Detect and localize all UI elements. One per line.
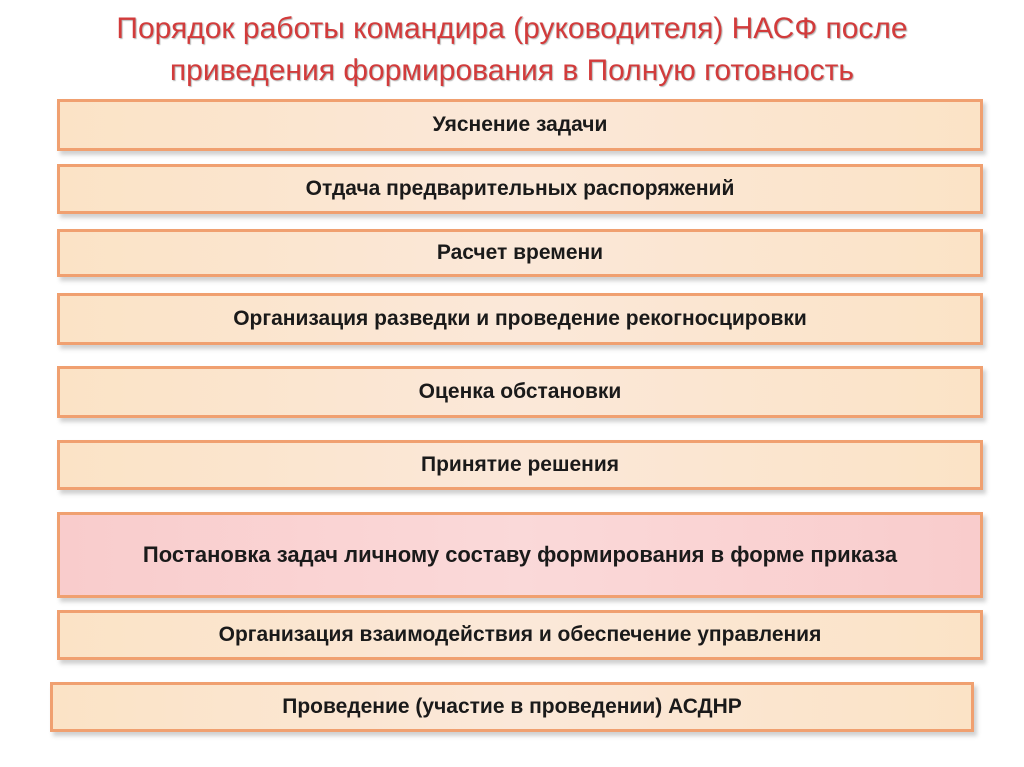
step-box-situation-assessment: Оценка обстановки [57, 366, 983, 418]
page-title [0, 8, 1024, 92]
title-line-1: Порядок работы командира (руководителя) НАСФ после [116, 12, 908, 45]
step-box-interaction-control: Организация взаимодействия и обеспечение управления [57, 610, 983, 660]
step-box-time-calculation: Расчет времени [57, 229, 983, 277]
title-line-2: приведения формирования в Полную готовность [169, 54, 855, 87]
step-box-rescue-operations: Проведение (участие в проведении) АСДНР [50, 682, 974, 732]
step-box-decision-making: Принятие решения [57, 440, 983, 490]
step-box-preliminary-orders: Отдача предварительных распоряжений [57, 164, 983, 214]
step-box-task-assignment: Постановка задач личному составу формирования в форме приказа [57, 512, 983, 598]
step-box-reconnaissance: Организация разведки и проведение рекогносцировки [57, 293, 983, 345]
step-box-clarify-task: Уяснение задачи [57, 99, 983, 151]
